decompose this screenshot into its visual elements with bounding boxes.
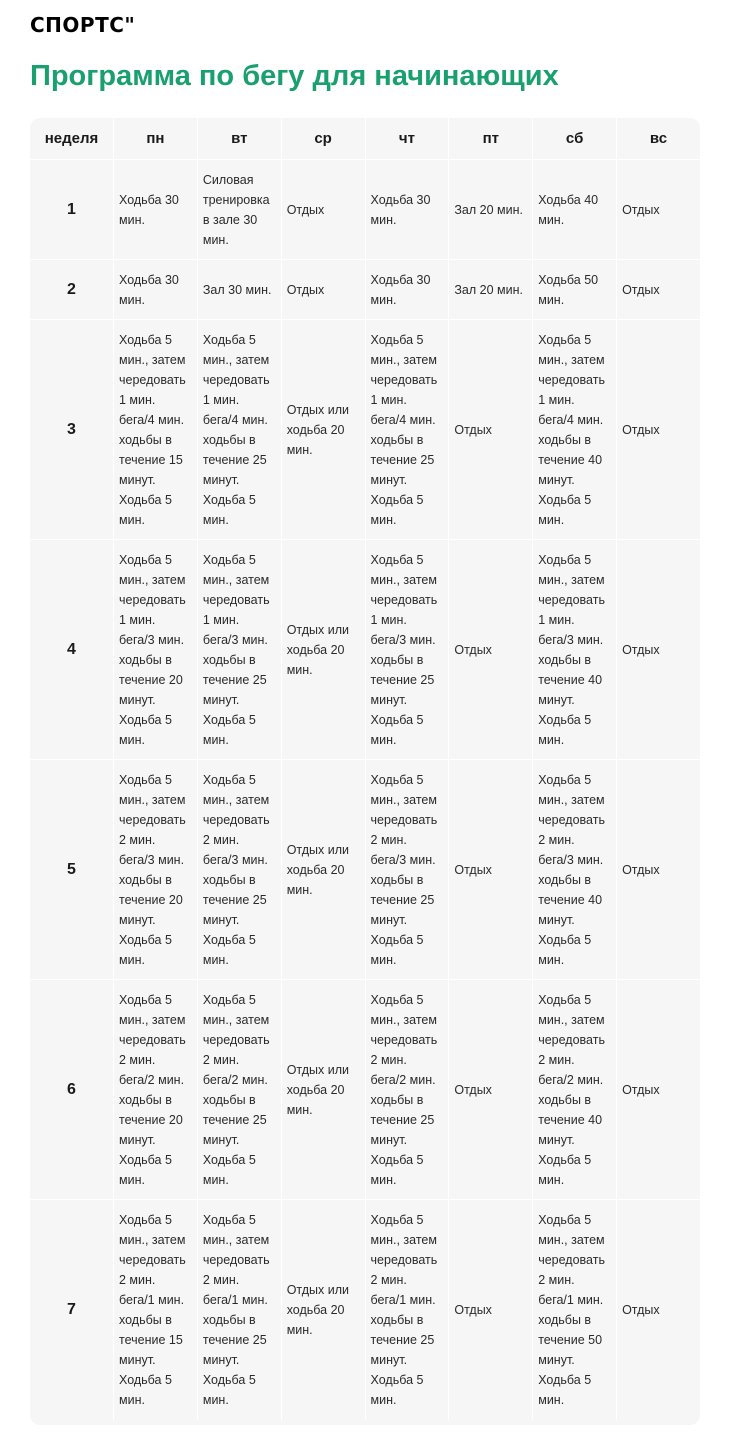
- table-cell: Ходьба 5 мин., затем чередовать 2 мин. бега/2 мин. ходьбы в течение 40 минут. Ходьба 5 мин.: [532, 980, 616, 1200]
- table-cell: Отдых: [448, 320, 532, 540]
- table-cell: Ходьба 5 мин., затем чередовать 2 мин. бега/1 мин. ходьбы в течение 25 минут. Ходьба 5 мин.: [365, 1200, 449, 1420]
- table-cell: Ходьба 5 мин., затем чередовать 2 мин. бега/1 мин. ходьбы в течение 15 минут. Ходьба 5 мин.: [113, 1200, 197, 1420]
- table-row: [30, 160, 700, 260]
- table-row: [30, 260, 700, 320]
- table-cell: Ходьба 5 мин., затем чередовать 1 мин. бега/4 мин. ходьбы в течение 25 минут. Ходьба 5 мин.: [365, 320, 449, 540]
- table-row: [30, 540, 700, 760]
- table-cell: Ходьба 5 мин., затем чередовать 2 мин. бега/2 мин. ходьбы в течение 25 минут. Ходьба 5 мин.: [365, 980, 449, 1200]
- week-number: 3: [30, 320, 113, 540]
- header-mon: пн: [113, 118, 197, 160]
- table-cell: Ходьба 5 мин., затем чередовать 1 мин. бега/3 мин. ходьбы в течение 25 минут. Ходьба 5 мин.: [365, 540, 449, 760]
- table-header-row: [30, 118, 700, 160]
- table-cell: Отдых: [448, 980, 532, 1200]
- table-cell: Ходьба 5 мин., затем чередовать 2 мин. бега/3 мин. ходьбы в течение 40 минут. Ходьба 5 мин.: [532, 760, 616, 980]
- header-wed: ср: [281, 118, 365, 160]
- table-cell: Ходьба 50 мин.: [532, 260, 616, 320]
- table-cell: Ходьба 40 мин.: [532, 160, 616, 260]
- table-cell: Ходьба 5 мин., затем чередовать 2 мин. бега/3 мин. ходьбы в течение 20 минут. Ходьба 5 мин.: [113, 760, 197, 980]
- sports-logo[interactable]: СПОРТС": [30, 13, 136, 37]
- schedule-table-container: [30, 118, 700, 1425]
- table-cell: Ходьба 5 мин., затем чередовать 1 мин. бега/3 мин. ходьбы в течение 40 минут. Ходьба 5 мин.: [532, 540, 616, 760]
- table-cell: Зал 20 мин.: [448, 160, 532, 260]
- table-cell: Отдых: [616, 260, 700, 320]
- table-cell: Отдых или ходьба 20 мин.: [281, 1200, 365, 1420]
- table-cell: Ходьба 30 мин.: [365, 160, 449, 260]
- table-cell: Отдых или ходьба 20 мин.: [281, 760, 365, 980]
- table-cell: Отдых: [616, 320, 700, 540]
- schedule-table: [30, 118, 700, 1420]
- week-number: 4: [30, 540, 113, 760]
- table-cell: Ходьба 5 мин., затем чередовать 1 мин. бега/4 мин. ходьбы в течение 25 минут. Ходьба 5 мин.: [197, 320, 281, 540]
- table-cell: Отдых или ходьба 20 мин.: [281, 540, 365, 760]
- table-cell: Зал 20 мин.: [448, 260, 532, 320]
- table-row: [30, 760, 700, 980]
- table-cell: Отдых: [616, 160, 700, 260]
- table-cell: Отдых или ходьба 20 мин.: [281, 320, 365, 540]
- table-cell: Ходьба 5 мин., затем чередовать 2 мин. бега/1 мин. ходьбы в течение 25 минут. Ходьба 5 мин.: [197, 1200, 281, 1420]
- table-cell: Силовая тренировка в зале 30 мин.: [197, 160, 281, 260]
- table-row: [30, 320, 700, 540]
- header-tue: вт: [197, 118, 281, 160]
- table-row: [30, 1200, 700, 1420]
- table-cell: Зал 30 мин.: [197, 260, 281, 320]
- table-cell: Ходьба 5 мин., затем чередовать 2 мин. бега/2 мин. ходьбы в течение 25 минут. Ходьба 5 мин.: [197, 980, 281, 1200]
- page-title: Программа по бегу для начинающих: [30, 60, 559, 92]
- header-week: неделя: [30, 118, 113, 160]
- table-cell: Ходьба 30 мин.: [365, 260, 449, 320]
- header-thu: чт: [365, 118, 449, 160]
- table-cell: Ходьба 5 мин., затем чередовать 2 мин. бега/1 мин. ходьбы в течение 50 минут. Ходьба 5 мин.: [532, 1200, 616, 1420]
- week-number: 5: [30, 760, 113, 980]
- table-cell: Отдых: [616, 540, 700, 760]
- table-cell: Ходьба 5 мин., затем чередовать 1 мин. бега/3 мин. ходьбы в течение 25 минут. Ходьба 5 мин.: [197, 540, 281, 760]
- table-row: [30, 980, 700, 1200]
- header-sat: сб: [532, 118, 616, 160]
- table-cell: Ходьба 30 мин.: [113, 160, 197, 260]
- table-cell: Ходьба 5 мин., затем чередовать 1 мин. бега/4 мин. ходьбы в течение 40 минут. Ходьба 5 мин.: [532, 320, 616, 540]
- week-number: 1: [30, 160, 113, 260]
- table-cell: Ходьба 5 мин., затем чередовать 2 мин. бега/3 мин. ходьбы в течение 25 минут. Ходьба 5 мин.: [197, 760, 281, 980]
- week-number: 6: [30, 980, 113, 1200]
- table-cell: Отдых: [616, 760, 700, 980]
- table-cell: Ходьба 30 мин.: [113, 260, 197, 320]
- table-cell: Отдых: [281, 260, 365, 320]
- table-cell: Ходьба 5 мин., затем чередовать 2 мин. бега/3 мин. ходьбы в течение 25 минут. Ходьба 5 мин.: [365, 760, 449, 980]
- week-number: 7: [67, 1301, 76, 1318]
- table-cell: Ходьба 5 мин., затем чередовать 2 мин. бега/2 мин. ходьбы в течение 20 минут. Ходьба 5 мин.: [113, 980, 197, 1200]
- table-cell: Отдых: [448, 540, 532, 760]
- week-number: 2: [30, 260, 113, 320]
- table-cell: Отдых: [616, 980, 700, 1200]
- table-cell: Ходьба 5 мин., затем чередовать 1 мин. бега/3 мин. ходьбы в течение 20 минут. Ходьба 5 мин.: [113, 540, 197, 760]
- table-cell: Отдых: [448, 1200, 532, 1420]
- header-fri: пт: [448, 118, 532, 160]
- table-cell: Отдых: [448, 760, 532, 980]
- table-cell: Отдых: [616, 1200, 700, 1420]
- header-sun: вс: [616, 118, 700, 160]
- table-cell: Отдых или ходьба 20 мин.: [281, 980, 365, 1200]
- table-cell: Отдых: [281, 160, 365, 260]
- table-cell: Ходьба 5 мин., затем чередовать 1 мин. бега/4 мин. ходьбы в течение 15 минут. Ходьба 5 мин.: [113, 320, 197, 540]
